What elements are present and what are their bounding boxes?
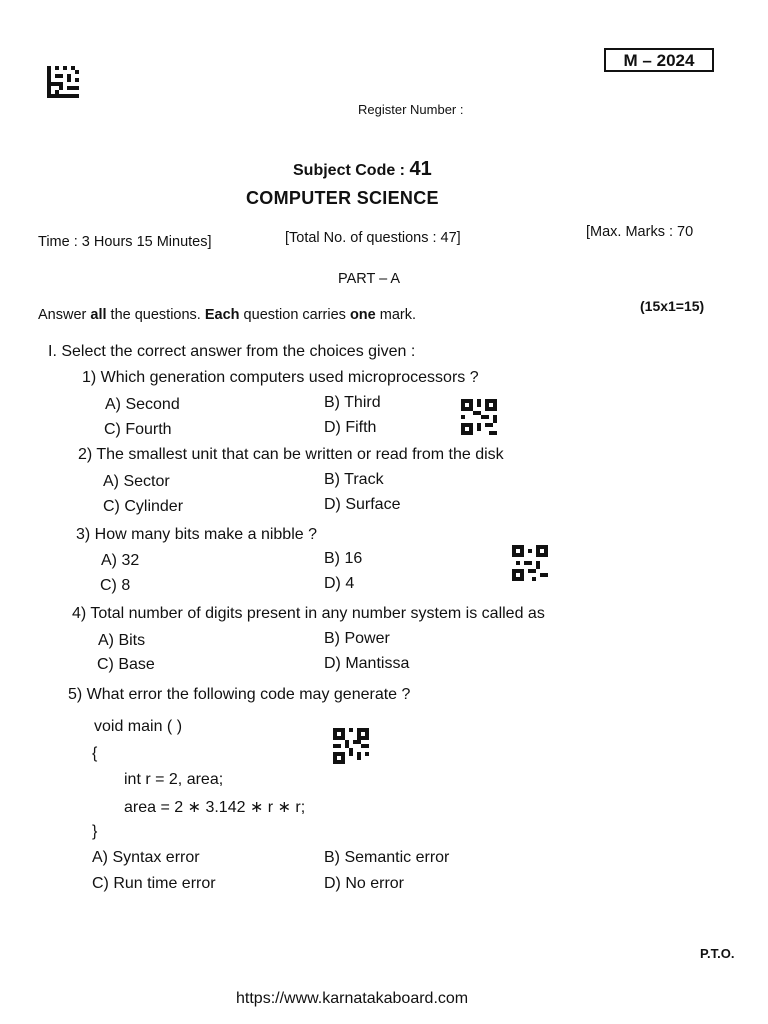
part-title: PART – A [338,271,401,287]
code-line-1: void main ( ) [94,718,183,735]
q1-option-b: B) Third [324,394,381,411]
qr-code-icon [333,728,369,764]
q1-option-c: C) Fourth [104,421,172,438]
q3-option-d: D) 4 [324,575,355,592]
q3-option-a: A) 32 [101,552,140,569]
q2-option-d: D) Surface [324,496,401,513]
code-line-3: int r = 2, area; [124,771,224,788]
question-2-text: 2) The smallest unit that can be written or read from the disk [78,446,504,463]
max-marks: [Max. Marks : 70 [586,224,694,240]
qr-code-icon [461,399,497,435]
q3-option-b: B) 16 [324,550,363,567]
q5-option-d: D) No error [324,875,405,892]
subject-code-label: Subject Code : [293,162,406,179]
instruction-all: all [90,307,107,323]
q2-option-c: C) Cylinder [103,498,184,515]
code-line-4: area = 2 ∗ 3.142 ∗ r ∗ r; [124,799,306,816]
instruction-text: the questions. [106,307,205,323]
instruction-text: mark. [375,307,417,323]
q1-option-a: A) Second [105,396,180,413]
pto-label: P.T.O. [700,946,735,961]
q4-option-c: C) Base [97,656,155,673]
code-line-2: { [92,745,98,762]
q1-option-d: D) Fifth [324,419,377,436]
q4-option-a: A) Bits [98,632,146,649]
q4-option-b: B) Power [324,630,390,647]
total-questions: [Total No. of questions : 47] [285,230,461,246]
exam-code-box: M – 2024 [604,48,714,72]
subject-title: COMPUTER SCIENCE [246,188,439,208]
subject-code [293,158,432,181]
qr-code-icon [512,545,548,581]
q3-option-c: C) 8 [100,577,131,594]
q5-option-b: B) Semantic error [324,849,450,866]
footer-url[interactable]: https://www.karnatakaboard.com [236,990,469,1007]
section-heading: I. Select the correct answer from the choices given : [48,343,416,360]
time-allowed: Time : 3 Hours 15 Minutes] [38,234,212,250]
code-line-5: } [92,823,98,840]
question-3-text: 3) How many bits make a nibble ? [76,526,317,543]
q5-option-c: C) Run time error [92,875,216,892]
q2-option-a: A) Sector [103,473,170,490]
instruction-text: question carries [239,307,350,323]
datamatrix-icon [46,66,80,98]
instruction-one: one [349,307,376,323]
question-4-text: 4) Total number of digits present in any number system is called as [72,605,545,622]
instruction-text: Answer [38,307,91,323]
subject-code-value: 41 [409,158,432,180]
q4-option-d: D) Mantissa [324,655,410,672]
instruction-each: Each [204,307,240,323]
question-1-text: 1) Which generation computers used microprocessors ? [82,369,479,386]
q5-option-a: A) Syntax error [92,849,200,866]
q2-option-b: B) Track [324,471,384,488]
register-number-label: Register Number : [358,102,464,117]
question-5-text: 5) What error the following code may generate ? [68,686,411,703]
part-instruction [38,307,416,323]
marks-note: (15x1=15) [640,298,705,314]
